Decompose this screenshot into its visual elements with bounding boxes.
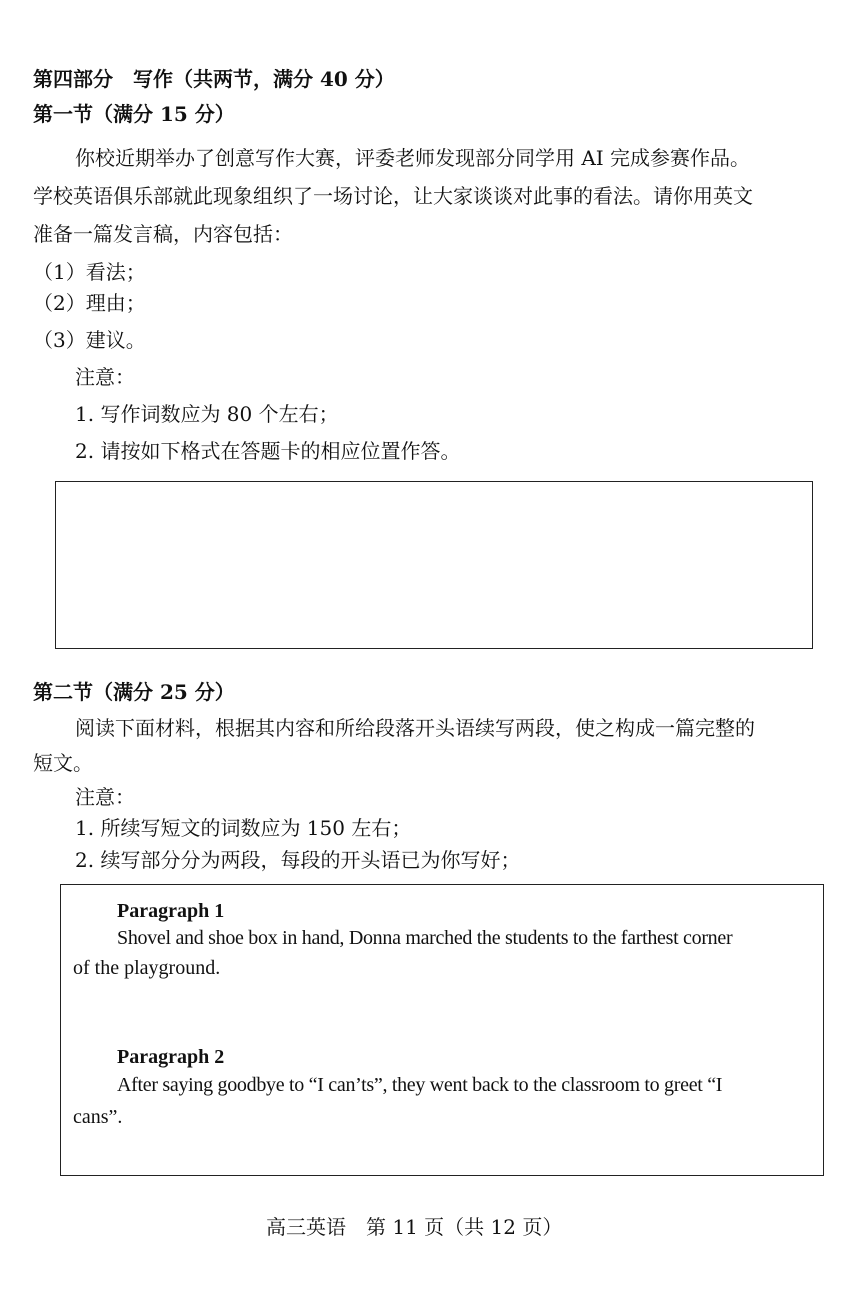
answer-format-box [55,481,813,649]
paragraph1-heading: Paragraph 1 [117,900,225,922]
content-point-2: （2）理由； [33,291,146,315]
section1-prompt-line-2: 学校英语俱乐部就此现象组织了一场讨论，让大家谈谈对此事的看法。请你用英文 [33,184,753,208]
paragraph1-line-1: Shovel and shoe box in hand, Donna marched the students to the farthest corner [117,927,733,949]
section1-prompt-line-3: 准备一篇发言稿，内容包括： [33,222,293,246]
content-point-3: （3）建议。 [33,328,146,352]
part-title: 第四部分 写作（共两节，满分 40 分） [33,67,395,91]
section2-note-1: 1. 所续写短文的词数应为 150 左右； [75,816,412,840]
section1-note-1: 1. 写作词数应为 80 个左右； [75,402,339,426]
content-point-1: （1）看法； [33,260,146,284]
section1-prompt-line-1: 你校近期举办了创意写作大赛，评委老师发现部分同学用 AI 完成参赛作品。 [75,146,751,170]
section1-title: 第一节（满分 15 分） [33,102,235,126]
section1-note-2: 2. 请按如下格式在答题卡的相应位置作答。 [75,439,461,463]
page-footer: 高三英语 第 11 页（共 12 页） [266,1215,563,1239]
section1-notes-label: 注意： [75,365,135,389]
paragraph2-heading: Paragraph 2 [117,1046,225,1068]
paragraph1-line-2: of the playground. [73,957,221,979]
paragraph2-line-2: cans”. [73,1106,123,1128]
section2-note-2: 2. 续写部分分为两段，每段的开头语已为你写好； [75,848,521,872]
paragraph2-line-1: After saying goodbye to “I can’ts”, they went back to the classroom to greet “I [117,1074,723,1096]
section2-prompt-line-1: 阅读下面材料，根据其内容和所给段落开头语续写两段，使之构成一篇完整的 [75,716,755,740]
section2-title: 第二节（满分 25 分） [33,680,235,704]
section2-notes-label: 注意： [75,785,135,809]
section2-prompt-line-2: 短文。 [33,751,93,775]
